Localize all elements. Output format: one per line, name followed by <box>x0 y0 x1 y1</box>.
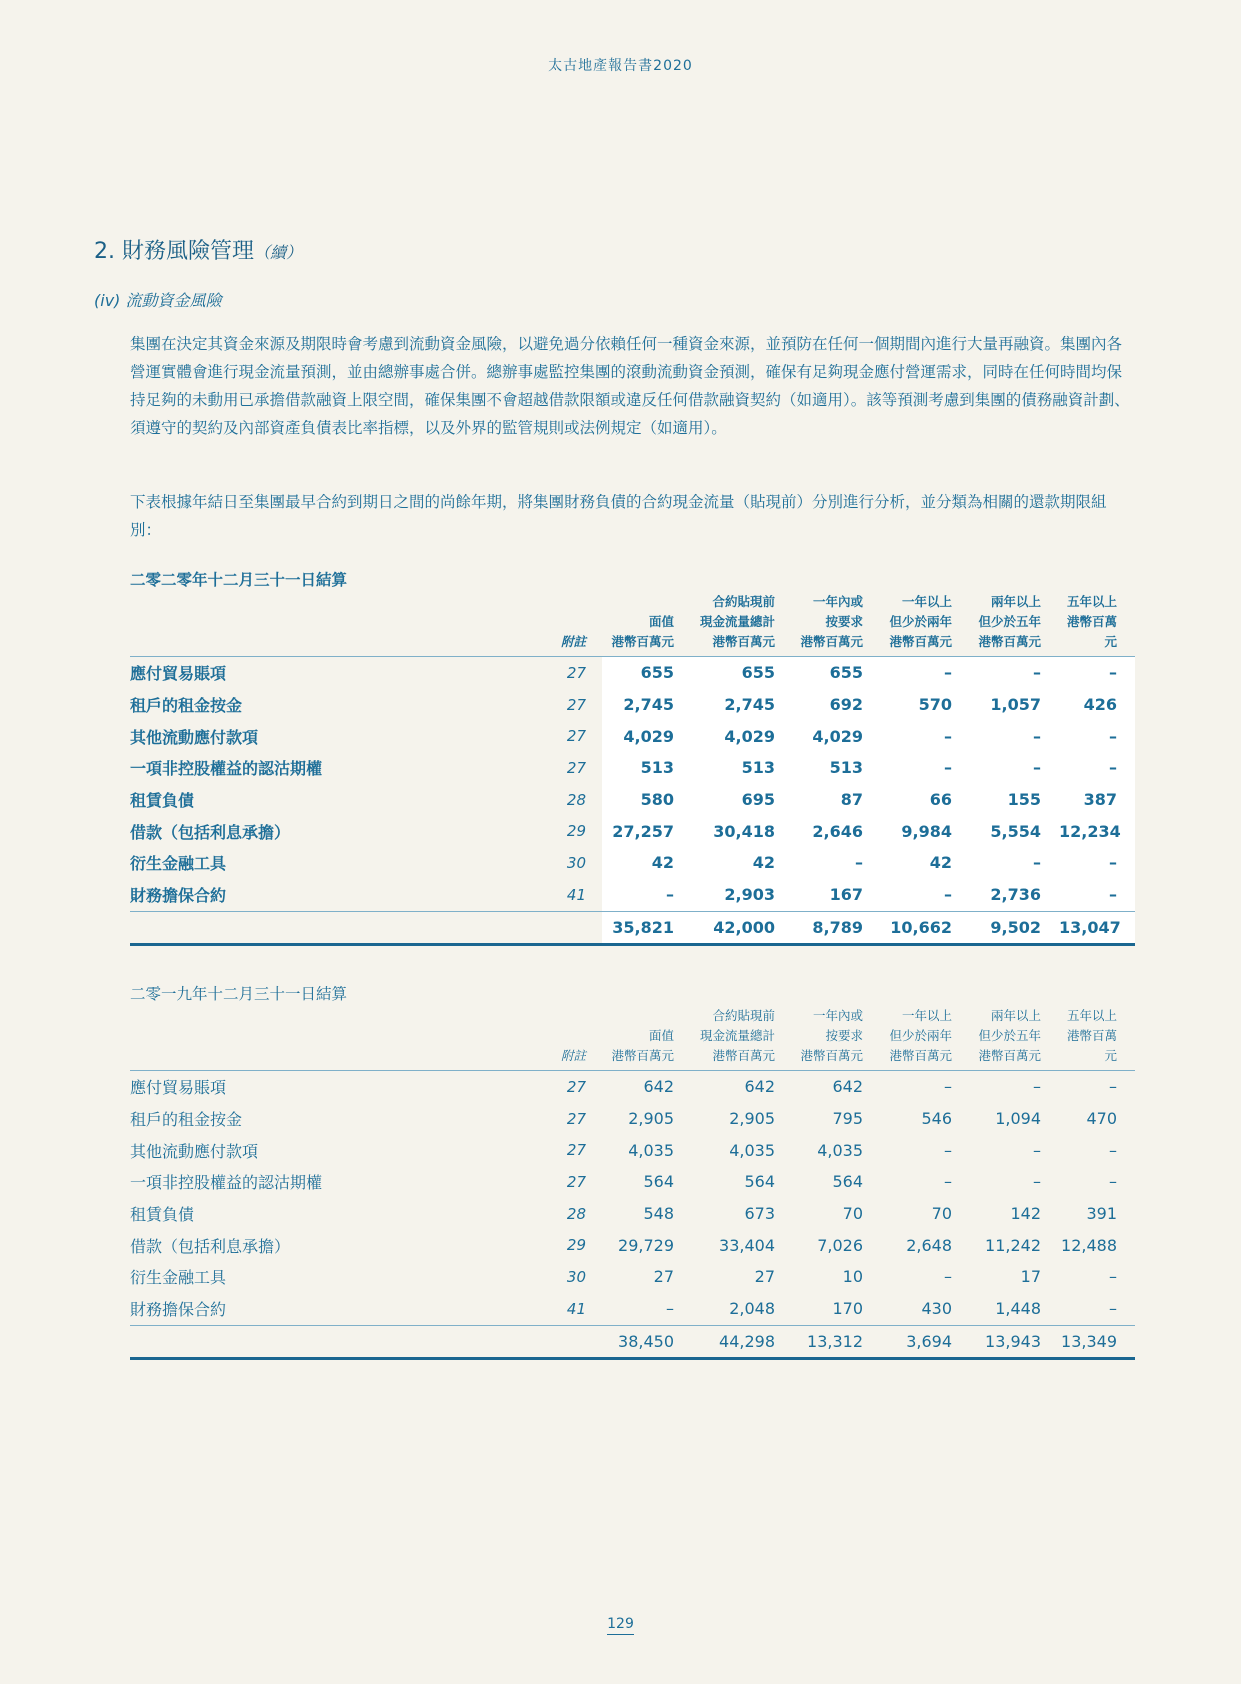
section-title-text: 2. 財務風險管理 <box>94 239 254 264</box>
cell: – <box>970 720 1059 752</box>
row-label: 其他流動應付款項 <box>130 1141 259 1161</box>
subsection-title: (iv) 流動資金風險 <box>94 291 222 310</box>
header-line: 合約貼現前 <box>712 594 775 609</box>
cell: – <box>881 752 970 784</box>
header-within-one-year <box>793 1006 881 1071</box>
row-note: 27 <box>566 758 586 777</box>
cell: 1,094 <box>995 1109 1041 1129</box>
table-row <box>130 720 1135 752</box>
cell: 513 <box>793 752 881 784</box>
table-row <box>130 1103 1135 1135</box>
table-row <box>130 1293 1135 1325</box>
cell: 1,448 <box>995 1299 1041 1319</box>
row-note: 28 <box>566 1204 586 1223</box>
cell: 11,242 <box>985 1235 1041 1255</box>
cell: 513 <box>602 752 692 784</box>
cell: – <box>881 657 970 689</box>
table-header-row <box>130 1006 1135 1071</box>
cell: 795 <box>832 1109 863 1129</box>
row-note: 27 <box>566 1172 586 1191</box>
report-header: 太古地產報告書2020 <box>548 58 693 74</box>
header-line: 按要求 <box>825 1028 863 1043</box>
table-row <box>130 1071 1135 1103</box>
total-row <box>130 1325 1135 1359</box>
cell: – <box>970 752 1059 784</box>
total-note <box>540 1325 602 1359</box>
header-label <box>130 592 540 657</box>
row-label: 租賃負債 <box>130 1205 195 1225</box>
cell: – <box>944 1077 952 1097</box>
cell: 1,057 <box>970 689 1059 721</box>
header-label <box>130 1006 540 1071</box>
paragraph-liquidity: 集團在決定其資金來源及期限時會考慮到流動資金風險，以避免過分依賴任何一種資金來源，並預防在任何一個期間內進行大量再融資。集團內各營運實體會進行現金流量預測，並由總辦事處合併。總辦事處監控集團的滾動流動資金預測，確保有足夠現金應付營運需求，同時在任何時間均保持足夠的未動用已承擔借款融資上限空間，確保集團不會超越借款限額或違反任何借款融資契約（如適用）。該等預測考慮到集團的債務融資計劃、須遵守的契約及內部資產負債表比率指標，以及外界的監管規則或法例規定（如適用）。 <box>130 335 1130 437</box>
row-label: 財務擔保合約 <box>130 1300 227 1320</box>
total-cell: 13,349 <box>1059 1325 1135 1359</box>
row-label: 借款（包括利息承擔） <box>130 822 291 842</box>
cell: 27,257 <box>602 815 692 847</box>
cell: 513 <box>692 752 793 784</box>
cell: 4,029 <box>602 720 692 752</box>
cell: 42 <box>692 847 793 879</box>
cell: 9,984 <box>881 815 970 847</box>
row-note: 27 <box>566 1077 586 1096</box>
cell: – <box>1109 1172 1117 1192</box>
total-cell: 44,298 <box>692 1325 793 1359</box>
header-face-value <box>602 1006 692 1071</box>
cell: – <box>793 847 881 879</box>
table-row <box>130 1166 1135 1198</box>
header-line: 一年以上 <box>901 594 952 609</box>
header-over-five-years <box>1059 592 1135 657</box>
cell: – <box>1109 1077 1117 1097</box>
row-label: 衍生金融工具 <box>130 854 227 874</box>
cell: – <box>1109 1267 1117 1287</box>
row-note: 27 <box>566 663 586 682</box>
row-label: 應付貿易賬項 <box>130 664 227 684</box>
header-line: 但少於兩年 <box>889 1028 952 1043</box>
row-label: 借款（包括利息承擔） <box>130 1236 291 1256</box>
cell: – <box>666 1299 674 1319</box>
total-cell: 35,821 <box>602 911 692 945</box>
header-line: 港幣百萬元 <box>800 1048 863 1063</box>
header-line: 一年內或 <box>812 1008 863 1023</box>
row-note: 27 <box>566 1141 586 1160</box>
cell: 4,035 <box>628 1140 674 1160</box>
row-note: 29 <box>566 822 586 841</box>
header-line: 但少於兩年 <box>889 614 952 629</box>
header-one-to-two-years <box>881 1006 970 1071</box>
cell: 4,035 <box>817 1140 863 1160</box>
cell: 391 <box>1086 1204 1117 1224</box>
total-cell: 10,662 <box>881 911 970 945</box>
row-note: 30 <box>566 853 586 872</box>
row-note: 41 <box>566 1299 586 1318</box>
total-cell: 3,694 <box>881 1325 970 1359</box>
header-line: 港幣百萬元 <box>978 1048 1041 1063</box>
row-label: 租戶的租金按金 <box>130 696 243 716</box>
cell: 2,903 <box>692 879 793 911</box>
header-note: 附註 <box>540 592 602 657</box>
header-line: 現金流量總計 <box>699 614 775 629</box>
section-title <box>94 234 302 265</box>
row-label: 一項非控股權益的認沽期權 <box>130 759 323 779</box>
total-cell: 13,312 <box>793 1325 881 1359</box>
row-label: 租戶的租金按金 <box>130 1110 243 1130</box>
row-label: 衍生金融工具 <box>130 1268 227 1288</box>
cell: 170 <box>832 1299 863 1319</box>
row-note: 30 <box>566 1267 586 1286</box>
total-label <box>130 911 540 945</box>
cell: 4,035 <box>729 1140 775 1160</box>
header-line: 一年以上 <box>901 1008 952 1023</box>
header-line: 港幣百萬元 <box>712 1048 775 1063</box>
cell: 7,026 <box>817 1235 863 1255</box>
table-row <box>130 847 1135 879</box>
header-line: 但少於五年 <box>978 1028 1041 1043</box>
cell: 27 <box>754 1267 775 1287</box>
cell: 2,905 <box>628 1109 674 1129</box>
cell: – <box>1109 1299 1117 1319</box>
header-line: 兩年以上 <box>990 594 1041 609</box>
header-line: 港幣百萬元 <box>889 1048 952 1063</box>
cell: 430 <box>921 1299 952 1319</box>
total-cell: 38,450 <box>602 1325 692 1359</box>
row-label: 應付貿易賬項 <box>130 1078 227 1098</box>
cell: – <box>1033 1172 1041 1192</box>
cell: 29,729 <box>618 1235 674 1255</box>
cell: – <box>1033 1140 1041 1160</box>
cell: 66 <box>881 784 970 816</box>
table-row <box>130 689 1135 721</box>
total-row <box>130 911 1135 945</box>
cell: 387 <box>1059 784 1135 816</box>
header-line: 港幣百萬元 <box>611 634 674 649</box>
cell: – <box>970 657 1059 689</box>
cell: 564 <box>744 1172 775 1192</box>
cell: 87 <box>793 784 881 816</box>
cell: – <box>1059 720 1135 752</box>
header-line: 合約貼現前 <box>712 1008 775 1023</box>
cell: 546 <box>921 1109 952 1129</box>
cell: 642 <box>744 1077 775 1097</box>
cell: 70 <box>931 1204 952 1224</box>
header-line: 五年以上 <box>1066 1008 1117 1023</box>
cell: – <box>970 847 1059 879</box>
cell: 70 <box>842 1204 863 1224</box>
header-line: 港幣百萬元 <box>1066 1028 1117 1063</box>
header-line: 港幣百萬元 <box>978 634 1041 649</box>
table-row <box>130 784 1135 816</box>
cell: 426 <box>1059 689 1135 721</box>
cell: 580 <box>602 784 692 816</box>
cell: 4,029 <box>793 720 881 752</box>
liquidity-table-2020 <box>130 592 1135 946</box>
table-2019-title: 二零一九年十二月三十一日結算 <box>130 985 348 1003</box>
cell: 673 <box>744 1204 775 1224</box>
table-row <box>130 1261 1135 1293</box>
header-total-cashflow <box>692 592 793 657</box>
table-row <box>130 752 1135 784</box>
total-cell: 8,789 <box>793 911 881 945</box>
cell: 695 <box>692 784 793 816</box>
cell: – <box>1033 1077 1041 1097</box>
header-total-cashflow <box>692 1006 793 1071</box>
cell: 2,745 <box>602 689 692 721</box>
header-two-to-five-years <box>970 592 1059 657</box>
cell: – <box>1059 657 1135 689</box>
cell: 2,048 <box>729 1299 775 1319</box>
cell: – <box>944 1140 952 1160</box>
table-row <box>130 1229 1135 1261</box>
table-row <box>130 1198 1135 1230</box>
cell: 655 <box>692 657 793 689</box>
row-label: 租賃負債 <box>130 791 195 811</box>
cell: 33,404 <box>719 1235 775 1255</box>
table-row <box>130 657 1135 689</box>
header-two-to-five-years <box>970 1006 1059 1071</box>
header-line: 兩年以上 <box>990 1008 1041 1023</box>
cell: 30,418 <box>692 815 793 847</box>
header-line: 港幣百萬元 <box>889 634 952 649</box>
header-line: 面值 <box>648 1028 674 1043</box>
row-note: 41 <box>566 885 586 904</box>
cell: 42 <box>881 847 970 879</box>
table-row <box>130 815 1135 847</box>
header-note: 附註 <box>540 1006 602 1071</box>
total-cell: 13,943 <box>970 1325 1059 1359</box>
cell: – <box>602 879 692 911</box>
cell: 42 <box>602 847 692 879</box>
table-row <box>130 1134 1135 1166</box>
cell: – <box>881 879 970 911</box>
cell: 167 <box>793 879 881 911</box>
row-label: 一項非控股權益的認沽期權 <box>130 1173 323 1193</box>
section-continued: （續） <box>253 243 302 262</box>
header-line: 現金流量總計 <box>699 1028 775 1043</box>
cell: 470 <box>1086 1109 1117 1129</box>
cell: 27 <box>653 1267 674 1287</box>
cell: 12,234 <box>1059 815 1135 847</box>
cell: 2,745 <box>692 689 793 721</box>
cell: 10 <box>842 1267 863 1287</box>
header-face-value <box>602 592 692 657</box>
header-line: 港幣百萬元 <box>1066 614 1117 649</box>
table-2020-title: 二零二零年十二月三十一日結算 <box>130 571 348 589</box>
cell: 570 <box>881 689 970 721</box>
header-line: 面值 <box>648 614 674 629</box>
row-note: 29 <box>566 1236 586 1255</box>
header-line: 港幣百萬元 <box>611 1048 674 1063</box>
cell: 655 <box>602 657 692 689</box>
cell: – <box>1059 752 1135 784</box>
cell: – <box>881 720 970 752</box>
cell: 564 <box>832 1172 863 1192</box>
cell: 564 <box>643 1172 674 1192</box>
row-note: 27 <box>566 727 586 746</box>
header-line: 一年內或 <box>812 594 863 609</box>
cell: 5,554 <box>970 815 1059 847</box>
cell: 2,736 <box>970 879 1059 911</box>
cell: 655 <box>793 657 881 689</box>
cell: 642 <box>643 1077 674 1097</box>
cell: 642 <box>832 1077 863 1097</box>
header-over-five-years <box>1059 1006 1135 1071</box>
header-line: 港幣百萬元 <box>712 634 775 649</box>
cell: 548 <box>643 1204 674 1224</box>
header-one-to-two-years <box>881 592 970 657</box>
row-note: 28 <box>566 790 586 809</box>
header-line: 五年以上 <box>1066 594 1117 609</box>
cell: 12,488 <box>1061 1235 1117 1255</box>
cell: – <box>1059 847 1135 879</box>
cell: – <box>1059 879 1135 911</box>
page-number-text: 129 <box>607 1616 634 1635</box>
total-note <box>540 911 602 945</box>
header-line: 按要求 <box>825 614 863 629</box>
cell: 692 <box>793 689 881 721</box>
cell: 4,029 <box>692 720 793 752</box>
paragraph-table-intro: 下表根據年結日至集團最早合約到期日之間的尚餘年期，將集團財務負債的合約現金流量（貼現前）分別進行分析，並分類為相關的還款期限組別： <box>130 493 1107 539</box>
row-note: 27 <box>566 695 586 714</box>
cell: 2,646 <box>793 815 881 847</box>
cell: 17 <box>1020 1267 1041 1287</box>
cell: 2,648 <box>906 1235 952 1255</box>
row-label: 其他流動應付款項 <box>130 727 259 747</box>
cell: – <box>944 1267 952 1287</box>
liquidity-table-2019 <box>130 1006 1135 1360</box>
cell: 142 <box>1010 1204 1041 1224</box>
total-cell: 42,000 <box>692 911 793 945</box>
row-note: 27 <box>566 1109 586 1128</box>
table-row <box>130 879 1135 911</box>
cell: – <box>1109 1140 1117 1160</box>
table-header-row <box>130 592 1135 657</box>
header-line: 但少於五年 <box>978 614 1041 629</box>
total-cell: 13,047 <box>1059 911 1135 945</box>
total-cell: 9,502 <box>970 911 1059 945</box>
header-line: 港幣百萬元 <box>800 634 863 649</box>
cell: 2,905 <box>729 1109 775 1129</box>
row-label: 財務擔保合約 <box>130 886 227 906</box>
total-label <box>130 1325 540 1359</box>
cell: 155 <box>970 784 1059 816</box>
header-within-one-year <box>793 592 881 657</box>
cell: – <box>944 1172 952 1192</box>
page-number <box>0 1616 1241 1632</box>
